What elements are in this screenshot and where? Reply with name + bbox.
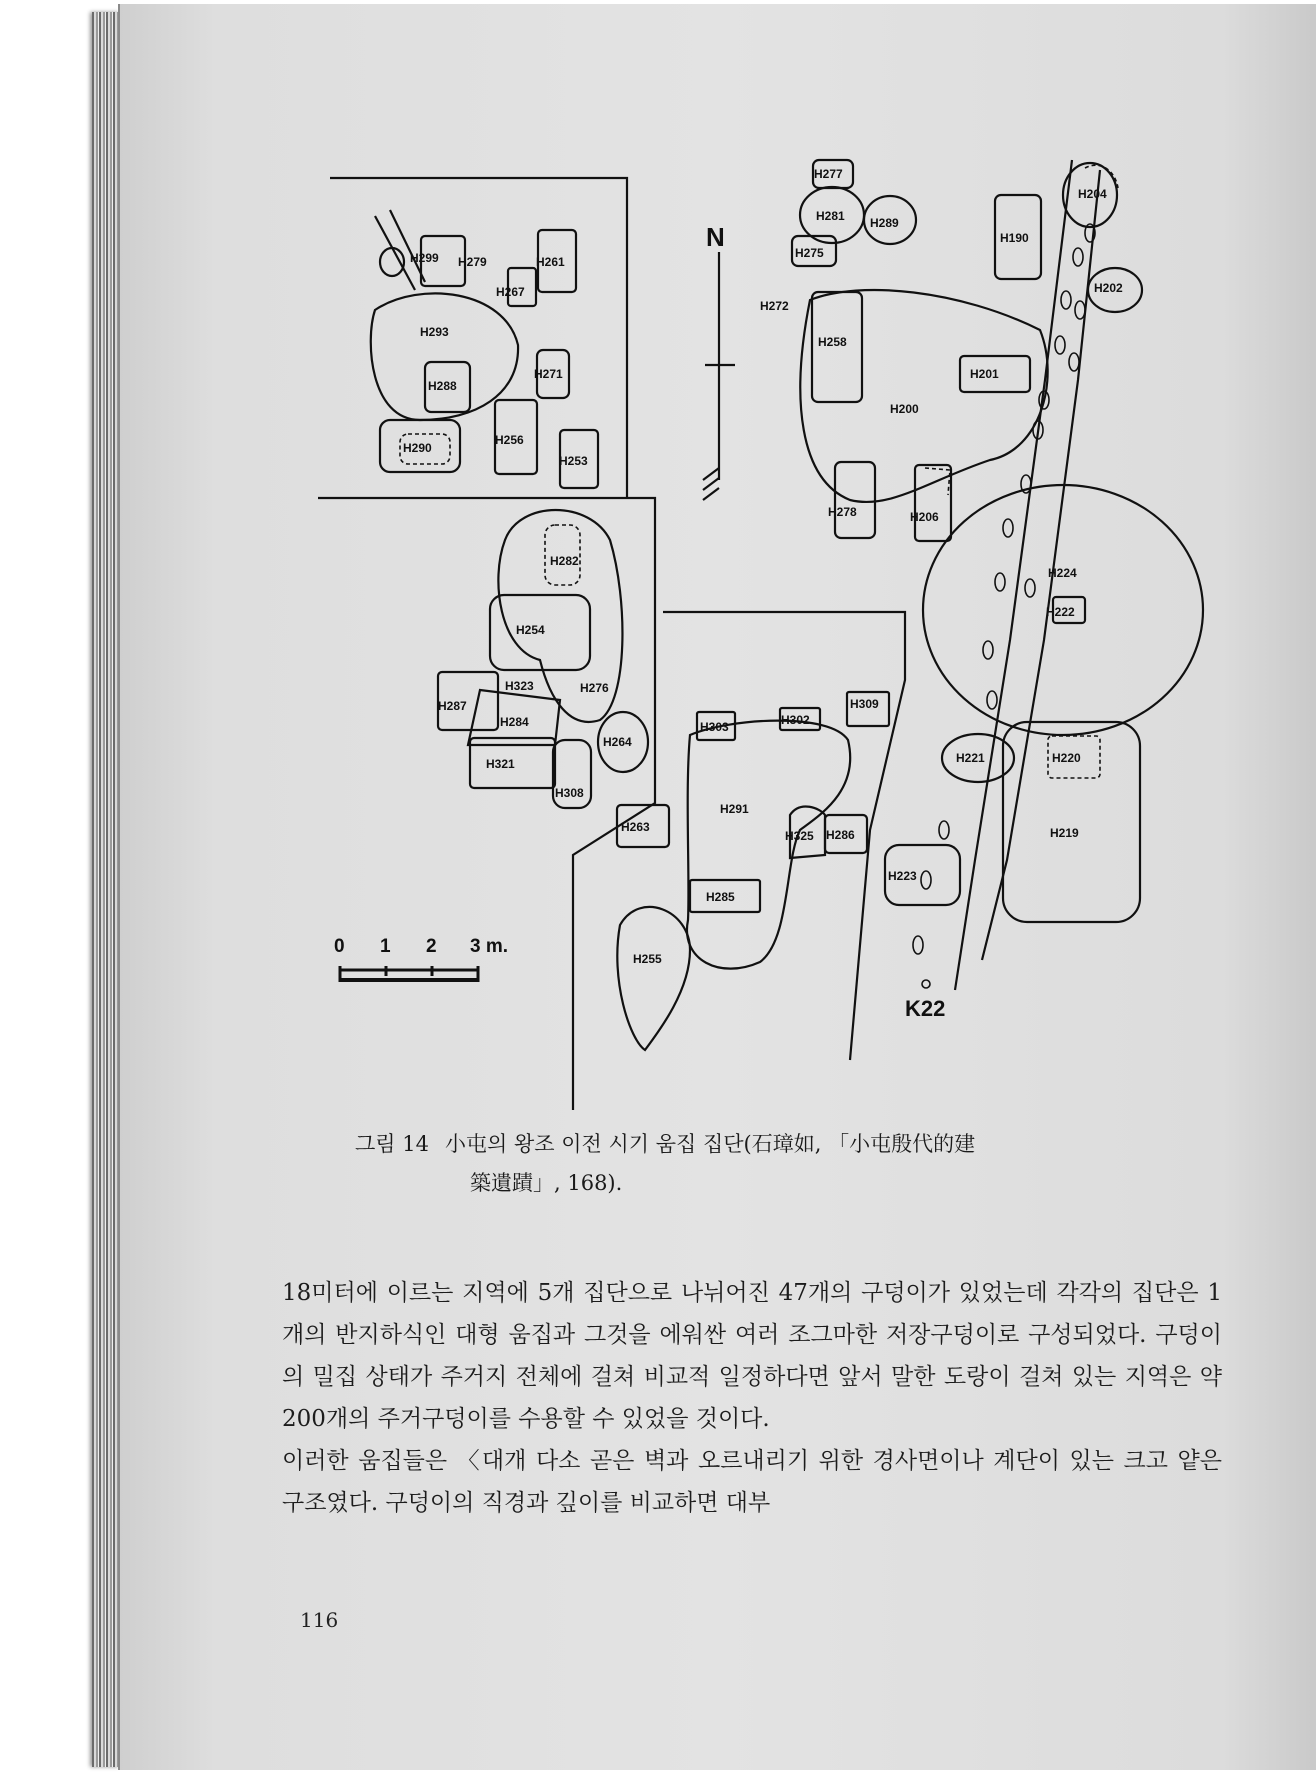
pit-label: H321 [486, 757, 515, 771]
pit-label: H220 [1052, 751, 1081, 765]
scale-label-0: 0 [334, 936, 345, 957]
pit-label: H325 [785, 829, 814, 843]
pit-label: H263 [621, 820, 650, 834]
pit-label: H267 [496, 285, 525, 299]
pit-label: H281 [816, 209, 845, 223]
pit-label: H279 [458, 255, 487, 269]
pit-label: H202 [1094, 281, 1123, 295]
pit-label: H277 [814, 167, 843, 181]
frame-right [663, 612, 905, 1060]
paragraph-2: 이러한 움집들은 〈대개 다소 곧은 벽과 오르내리기 위한 경사면이나 계단이 있는 크고 얕은 구조였다. 구덩이의 직경과 깊이를 비교하면 대부 [282, 1448, 1222, 1516]
pit-label: H289 [870, 216, 899, 230]
frame-mid-left [318, 498, 655, 1110]
pit-label: H286 [826, 828, 855, 842]
pit-label: H221 [956, 751, 985, 765]
body-text [282, 1272, 1222, 1524]
pit-label: H285 [706, 890, 735, 904]
pit-label: H271 [534, 367, 563, 381]
pit-label: H190 [1000, 231, 1029, 245]
pit-label: H293 [420, 325, 449, 339]
pit-label: H278 [828, 505, 857, 519]
pit-label: H299 [410, 251, 439, 265]
pit-label: H275 [795, 246, 824, 260]
scale-label-1: 1 [380, 936, 391, 957]
pit-label: H253 [559, 454, 588, 468]
pit-label: H291 [720, 802, 749, 816]
pit-label: H261 [536, 255, 565, 269]
pit-label: H303 [700, 720, 729, 734]
north-label: N [706, 222, 725, 252]
ditch-right-edge [982, 170, 1100, 960]
pit-label: H309 [850, 697, 879, 711]
page-number: 116 [300, 1608, 339, 1632]
pit-label: H255 [633, 952, 662, 966]
pit-label: H201 [970, 367, 999, 381]
pit-label: H302 [781, 713, 810, 727]
paragraph-1: 18미터에 이르는 지역에 5개 집단으로 나뉘어진 47개의 구덩이가 있었는데 각각의 집단은 1개의 반지하식인 대형 움집과 그것을 에워싼 여러 조그마한 저장구덩이로 구성되었다. 구덩이의 밀집 상태가 주거지 전체에 걸쳐 비교적 일정하다면 앞서 말한 도랑이 걸쳐 있는 지역은 약 200개의 주거구덩이를 수용할 수 있었을 것이다. [282, 1280, 1222, 1432]
pit-label: H282 [550, 554, 579, 568]
caption-line-1: 小屯의 왕조 이전 시기 움집 집단(石璋如, 「小屯殷代的建 [445, 1132, 976, 1156]
pit-label: H254 [516, 623, 545, 637]
pit-label: H323 [505, 679, 534, 693]
pit-label: H276 [580, 681, 609, 695]
pit-label: H200 [890, 402, 919, 416]
pit-label: H290 [403, 441, 432, 455]
pit-label: H206 [910, 510, 939, 524]
pit-label: H256 [495, 433, 524, 447]
pit-label: H222 [1046, 605, 1075, 619]
pit-label: H223 [888, 869, 917, 883]
pit-label: H219 [1050, 826, 1079, 840]
pit-label: H287 [438, 699, 467, 713]
pit-label: H264 [603, 735, 632, 749]
pit-label: H272 [760, 299, 789, 313]
pit-label: H288 [428, 379, 457, 393]
pit-label: H224 [1048, 566, 1077, 580]
frame-top-left [330, 178, 627, 498]
scale-label-3: 3 m. [470, 936, 509, 957]
caption-line-2: 築遺蹟」, 168). [470, 1171, 623, 1195]
caption-label: 그림 14 [355, 1132, 429, 1156]
pit-label: H284 [500, 715, 529, 729]
trench-label-k22: K22 [905, 996, 946, 1021]
pit-label: H258 [818, 335, 847, 349]
scale-label-2: 2 [426, 936, 437, 957]
pit-label: H204 [1078, 187, 1107, 201]
figure-caption [355, 1125, 1175, 1203]
pit-label: H308 [555, 786, 584, 800]
